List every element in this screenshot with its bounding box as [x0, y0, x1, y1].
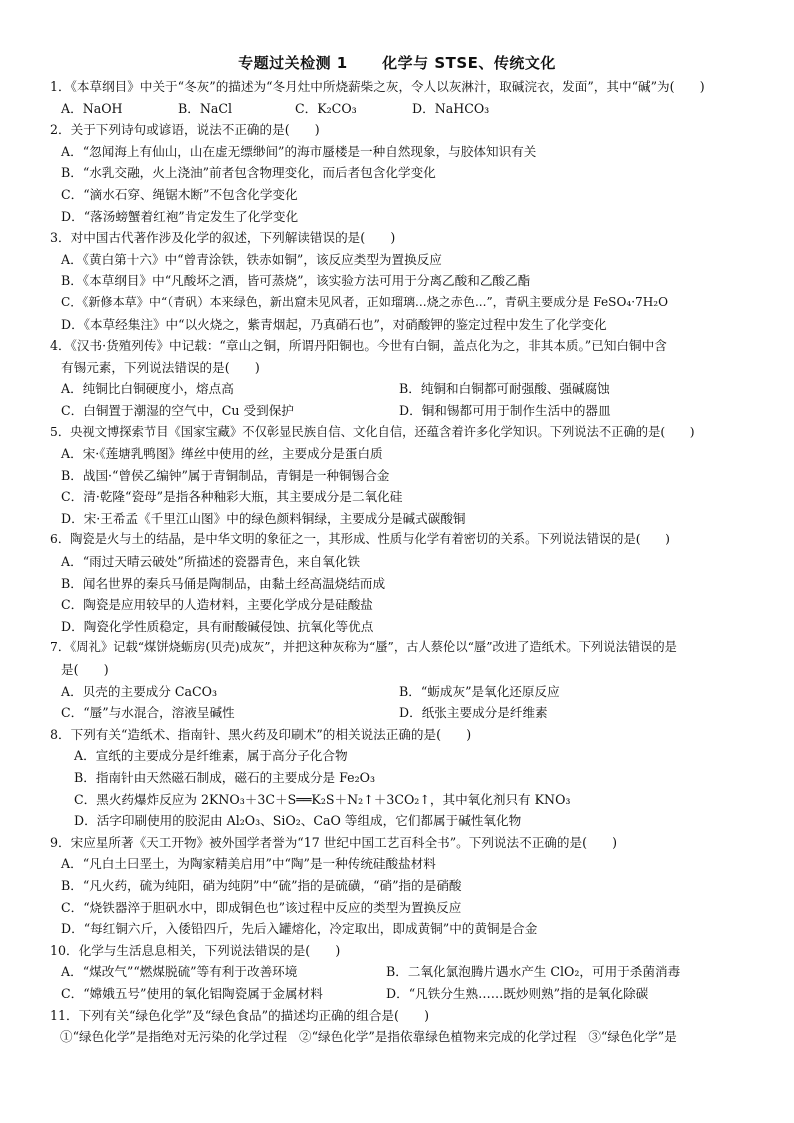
q7-stem-line1: 7．《周礼》记载“煤饼烧蛎房(贝壳)成灰”，并把这种灰称为“蜃”，古人蔡伦以“蜃”改进了造纸术。下列说法错误的是 [50, 640, 677, 655]
q2-stem: 2．关于下列诗句或谚语，说法不正确的是( ) [50, 122, 320, 138]
q8-option-c: C．黑火药爆炸反应为 2KNO₃＋3C＋S══K₂S＋N₂↑＋3CO₂↑，其中氧化剂只有 KNO₃ [74, 791, 571, 807]
page-title [0, 52, 794, 73]
q7-option-b: B．“蛎成灰”是氧化还原反应 [399, 683, 560, 699]
q10-options-row1 [50, 961, 756, 983]
q9-stem: 9．宋应星所著《天工开物》被外国学者誉为“17 世纪中国工艺百科全书”。下列说法不正确的是( ) [50, 834, 618, 850]
q5-stem: 5．央视文博探索节目《国家宝藏》不仅彰显民族自信、文化自信，还蕴含着许多化学知识。下列说法不正确的是( ) [50, 424, 695, 439]
q4-options-row1 [50, 378, 756, 400]
q8-option-d: D．活字印刷使用的胶泥由 Al₂O₃、SiO₂、CaO 等组成，它们都属于碱性氧化物 [74, 813, 522, 829]
q5-option-d: D．宋·王希孟《千里江山图》中的绿色颜料铜绿，主要成分是碱式碳酸铜 [61, 510, 466, 526]
q10-stem: 10．化学与生活息息相关，下列说法错误的是( ) [50, 942, 341, 958]
q11-statement-1: ①“绿色化学”是指绝对无污染的化学过程 [60, 1029, 287, 1045]
q10-option-d: D．“凡铁分生熟……既炒则熟”指的是氧化除碳 [386, 985, 649, 1001]
q6-stem: 6．陶瓷是火与土的结晶，是中华文明的象征之一，其形成、性质与化学有着密切的关系。下列说法错误的是( ) [50, 532, 670, 547]
q8-option-b: B．指南针由天然磁石制成，磁石的主要成分是 Fe₂O₃ [74, 770, 376, 785]
q4-option-d: D．铜和锡都可用于制作生活中的器皿 [399, 402, 611, 418]
q2-option-a: A．“忽闻海上有仙山，山在虚无缥缈间”的海市蜃楼是一种自然现象，与胶体知识有关 [61, 143, 537, 159]
q11-statement-3: ③“绿色化学”是 [588, 1029, 677, 1045]
q4-options-row2 [50, 400, 756, 422]
q3-option-d: D．《本草经集注》中“以火烧之，紫青烟起，乃真硝石也”，对硝酸钾的鉴定过程中发生了化学变化 [61, 316, 607, 332]
title-left: 专题过关检测 1 [238, 54, 348, 72]
q6-option-c: C．陶瓷是应用较早的人造材料，主要化学成分是硅酸盐 [61, 597, 373, 613]
q8-stem: 8．下列有关“造纸术、指南针、黑火药及印刷术”的相关说法正确的是( ) [50, 726, 472, 742]
q1-option-c: C．K₂CO₃ [295, 100, 357, 116]
q1-option-b: B．NaCl [178, 100, 233, 116]
q9-option-c: C．“烧铁器淬于胆矾水中，即成铜色也”该过程中反应的类型为置换反应 [61, 899, 462, 915]
q11-statement-2: ②“绿色化学”是指依靠绿色植物来完成的化学过程 [298, 1029, 577, 1045]
q4-option-c: C．白铜置于潮湿的空气中，Cu 受到保护 [61, 402, 294, 418]
q9-option-d: D．“每红铜六斤，入倭铅四斤，先后入罐熔化，冷定取出，即成黄铜”中的黄铜是合金 [61, 921, 538, 937]
q10-options-row2 [50, 983, 756, 1005]
question-list [50, 76, 756, 1048]
q1-option-d: D．NaHCO₃ [412, 100, 490, 116]
q3-option-b: B．《本草纲目》中“凡酸坏之酒，皆可蒸烧”，该实验方法可用于分离乙酸和乙酸乙酯 [61, 273, 531, 289]
q5-option-c: C．清·乾隆“瓷母”是指各种釉彩大瓶，其主要成分是二氧化硅 [61, 489, 403, 505]
q3-option-a: A．《黄白第十六》中“曾青涂铁，铁赤如铜”，该反应类型为置换反应 [61, 251, 442, 267]
q6-option-b: B．闻名世界的秦兵马俑是陶制品，由黏土经高温烧结而成 [61, 575, 386, 591]
q7-option-d: D．纸张主要成分是纤维素 [399, 705, 548, 721]
q9-option-a: A．“凡白土曰垩土，为陶家精美启用”中“陶”是一种传统硅酸盐材料 [61, 856, 436, 872]
q4-option-a: A．纯铜比白铜硬度小，熔点高 [61, 381, 234, 397]
q8-option-a: A．宣纸的主要成分是纤维素，属于高分子化合物 [74, 748, 348, 764]
q11-stem: 11．下列有关“绿色化学”及“绿色食品”的描述均正确的组合是( ) [50, 1007, 430, 1023]
q4-stem-line2: 有锡元素，下列说法错误的是( ) [61, 359, 260, 375]
q1-option-a: A．NaOH [61, 100, 123, 116]
q6-option-d: D．陶瓷化学性质稳定，具有耐酸碱侵蚀、抗氧化等优点 [61, 618, 374, 634]
q1-options [50, 98, 756, 120]
q10-option-b: B．二氧化氯泡腾片遇水产生 ClO₂，可用于杀菌消毒 [386, 964, 681, 980]
q7-stem-line2: 是( ) [61, 662, 109, 678]
q3-option-c: C．《新修本草》中“（青矾）本来绿色，新出窟未见风者，正如瑠璃...烧之赤色...”，青矾主要成分是 FeSO₄·7H₂O [61, 294, 669, 309]
q7-option-a: A．贝壳的主要成分 CaCO₃ [61, 683, 218, 699]
q9-option-b: B．“凡火药，硫为纯阳，硝为纯阴”中“硫”指的是硫磺，“硝”指的是硝酸 [61, 877, 462, 893]
q7-options-row1 [50, 681, 756, 703]
q2-option-b: B．“水乳交融，火上浇油”前者包含物理变化，而后者包含化学变化 [61, 165, 436, 181]
q7-options-row2 [50, 702, 756, 724]
q2-option-c: C．“滴水石穿、绳锯木断”不包含化学变化 [61, 186, 298, 202]
q5-option-a: A．宋·《莲塘乳鸭图》缂丝中使用的丝，主要成分是蛋白质 [61, 446, 383, 462]
q3-stem: 3．对中国古代著作涉及化学的叙述，下列解读错误的是( ) [50, 230, 396, 246]
q5-option-b: B．战国·“曾侯乙编钟”属于青铜制品，青铜是一种铜锡合金 [61, 467, 390, 483]
q11-statements [50, 1026, 756, 1048]
q4-option-b: B．纯铜和白铜都可耐强酸、强碱腐蚀 [399, 381, 610, 397]
q4-stem-line1: 4．《汉书·货殖列传》中记载：“章山之铜，所谓丹阳铜也。今世有白铜，盖点化为之，非其本质。”已知白铜中含 [50, 338, 667, 354]
title-right: 化学与 STSE、传统文化 [382, 54, 556, 72]
q2-option-d: D．“落汤螃蟹着红袍”肯定发生了化学变化 [61, 208, 299, 224]
q7-option-c: C．“蜃”与水混合，溶液呈碱性 [61, 705, 235, 721]
q10-option-c: C．“嫦娥五号”使用的氧化铝陶瓷属于金属材料 [61, 985, 323, 1001]
q10-option-a: A．“煤改气”“燃煤脱硫”等有利于改善环境 [61, 964, 298, 980]
q1-stem: 1．《本草纲目》中关于“冬灰”的描述为“冬月灶中所烧薪柴之灰，令人以灰淋汁，取碱浣衣，发面”，其中“碱”为( ) [50, 79, 705, 94]
q6-option-a: A．“雨过天晴云破处”所描述的瓷器青色，来自氧化铁 [61, 554, 361, 570]
